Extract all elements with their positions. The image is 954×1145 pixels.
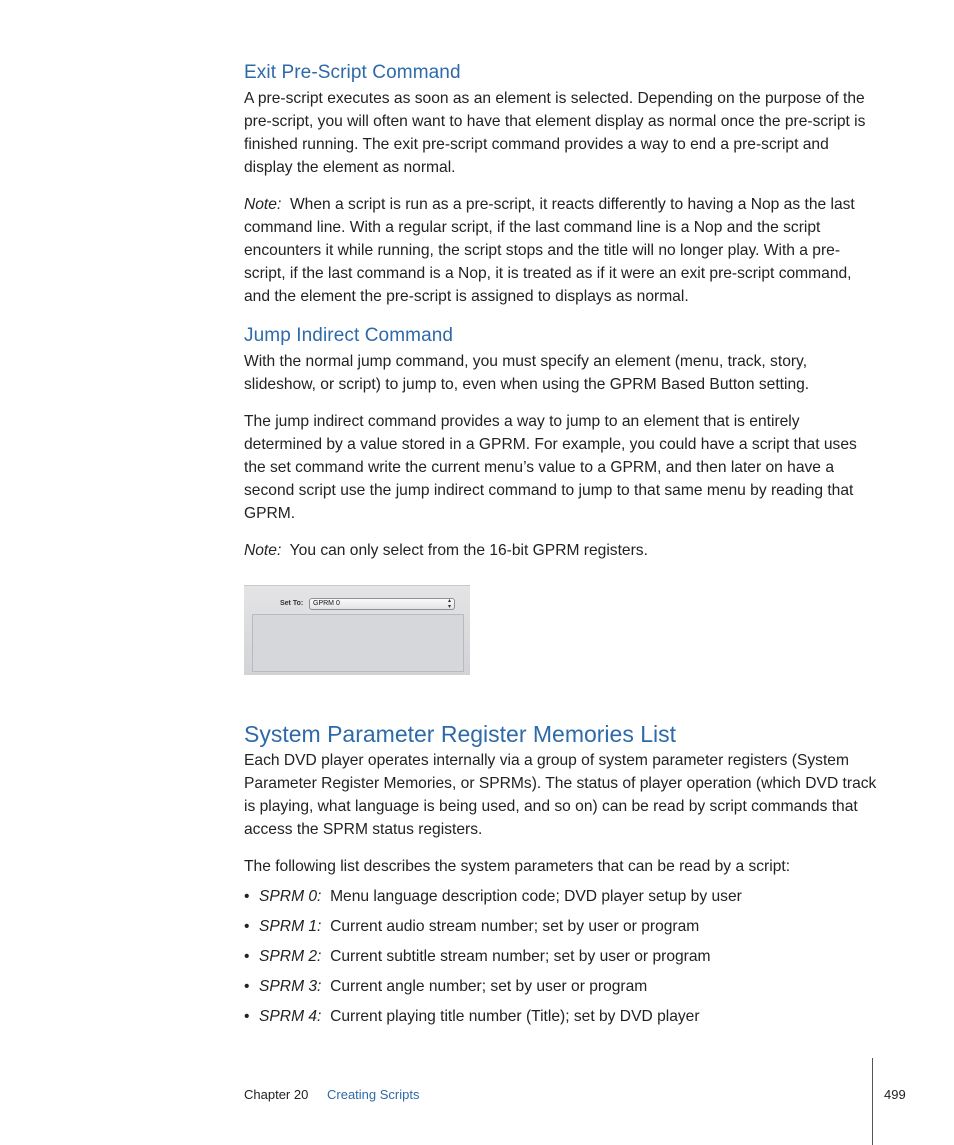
page-number: 499	[884, 1087, 906, 1102]
note-label: Note:	[244, 196, 282, 213]
gprm-select-value: GPRM 0	[313, 600, 340, 607]
bullet-icon: •	[244, 888, 250, 905]
bullet-icon: •	[244, 948, 250, 965]
paragraph: A pre-script executes as soon as an element is selected. Depending on the purpose of the pre-script, you will often want to have that element display as normal once the pre-script is finished running. The exit pre-script command provides a way to end a pre-script and display the element as normal.	[244, 90, 866, 176]
dialog-panel	[252, 614, 464, 672]
note-label: Note:	[244, 542, 282, 559]
paragraph: The following list describes the system parameters that can be read by a script:	[244, 858, 791, 875]
footer-divider	[872, 1058, 873, 1145]
set-to-label: Set To:	[280, 600, 304, 607]
note-text: You can only select from the 16-bit GPRM registers.	[289, 542, 648, 559]
list-item: • SPRM 4: Current playing title number (Title); set by DVD player	[244, 1005, 884, 1035]
bullet-icon: •	[244, 918, 250, 935]
sprm-list	[244, 885, 884, 1035]
set-to-dialog-screenshot	[244, 585, 470, 675]
section-heading-jump-indirect: Jump Indirect Command	[244, 325, 454, 346]
section2-body	[244, 350, 879, 562]
paragraph: The jump indirect command provides a way to jump to an element that is entirely determined by a value stored in a GPRM. For example, you could have a script that uses the set command write the current menu’s value to a GPRM, and then later on have a second script use the jump indirect command to jump to that same menu by reading that GPRM.	[244, 413, 857, 522]
section3-body	[244, 749, 879, 878]
list-item: • SPRM 3: Current angle number; set by user or program	[244, 975, 884, 1005]
footer-chapter-title[interactable]: Creating Scripts	[327, 1087, 420, 1102]
bullet-icon: •	[244, 1008, 250, 1025]
paragraph: With the normal jump command, you must specify an element (menu, track, story, slideshow, or script) to jump to, even when using the GPRM Based Button setting.	[244, 353, 810, 393]
list-item: • SPRM 1: Current audio stream number; set by user or program	[244, 915, 884, 945]
note	[244, 193, 879, 308]
section-heading-sprm-list: System Parameter Register Memories List	[244, 721, 677, 747]
paragraph: Each DVD player operates internally via a group of system parameter registers (System Parameter Register Memories, or SPRMs). The status of player operation (which DVD track is playing, what language is being used, and so on) can be read by script commands that access the SPRM status registers.	[244, 752, 877, 838]
bullet-icon: •	[244, 978, 250, 995]
section1-body	[244, 87, 879, 308]
note	[244, 539, 879, 562]
list-item: • SPRM 2: Current subtitle stream number; set by user or program	[244, 945, 884, 975]
gprm-select[interactable]	[309, 598, 455, 610]
note-text: When a script is run as a pre-script, it reacts differently to having a Nop as the last command line. With a regular script, if the last command line is a Nop and the script encounters it while running, the script stops and the title will no longer play. With a pre-script, if the last command is a Nop, it is treated as if it were an exit pre-script command, and the element the pre-script is assigned to displays as normal.	[244, 196, 855, 305]
updown-arrows-icon: ▴ ▾	[447, 598, 451, 610]
footer-chapter: Chapter 20	[244, 1087, 309, 1102]
section-heading-exit-pre-script: Exit Pre-Script Command	[244, 62, 461, 83]
list-item: • SPRM 0: Menu language description code; DVD player setup by user	[244, 885, 884, 915]
